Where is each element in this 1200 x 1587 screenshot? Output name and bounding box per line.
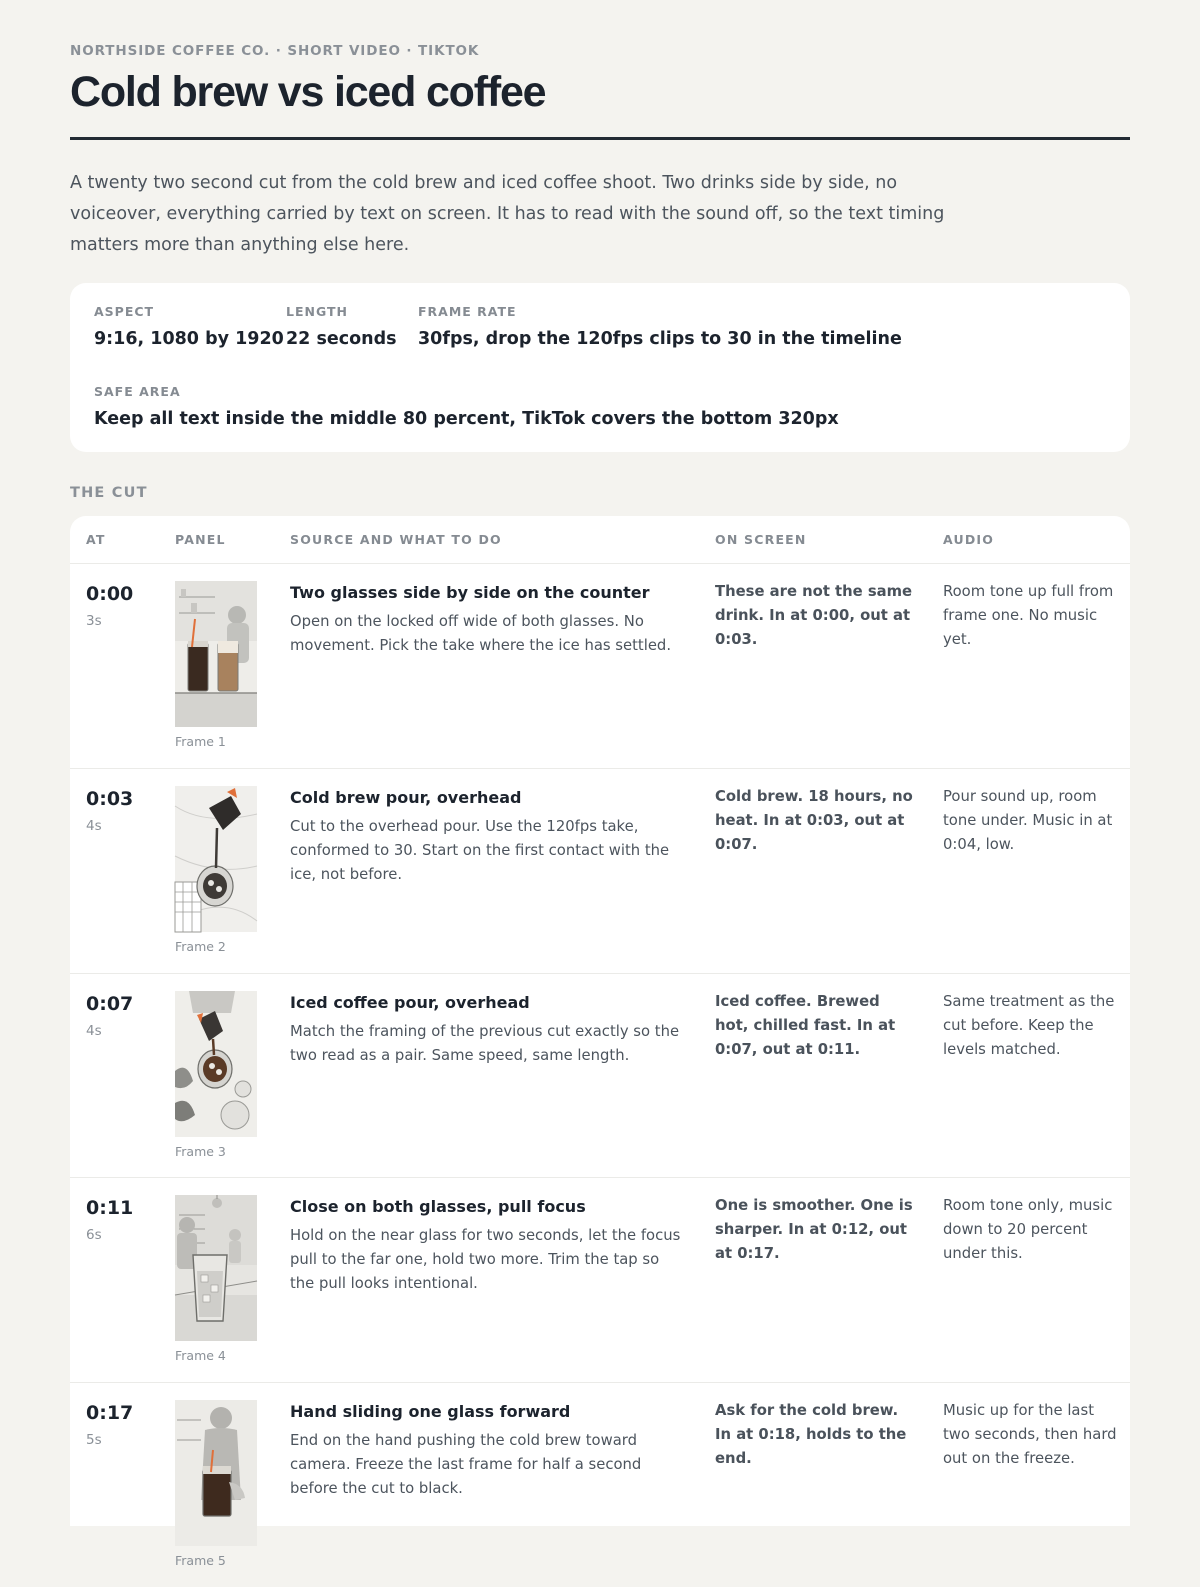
on-screen-text: Ask for the cold brew. In at 0:18, holds to the end. — [715, 1402, 907, 1468]
column-header-panel: PANEL — [175, 532, 226, 547]
on-screen-text: These are not the same drink. In at 0:00, out at 0:03. — [715, 583, 913, 649]
frame-label: Frame 2 — [175, 939, 226, 954]
spec-aspect — [94, 304, 284, 349]
spec-label: SAFE AREA — [94, 384, 181, 399]
frame-thumbnail — [175, 786, 257, 932]
frame-label: Frame 5 — [175, 1553, 226, 1568]
spec-value: 9:16, 1080 by 1920 — [94, 329, 284, 349]
frame-thumbnail — [175, 581, 257, 727]
audio-note: Room tone up full from frame one. No music yet. — [943, 583, 1114, 649]
table-row — [70, 973, 1130, 1178]
audio-note: Same treatment as the cut before. Keep the levels matched. — [943, 993, 1115, 1059]
eyebrow-label: NORTHSIDE COFFEE CO. · SHORT VIDEO · TIKTOK — [70, 43, 480, 59]
shot-description: Match the framing of the previous cut exactly so the two read as a pair. Same speed, same length. — [290, 1023, 680, 1065]
shot-title: Iced coffee pour, overhead — [290, 993, 530, 1012]
section-title: THE CUT — [70, 485, 148, 501]
frame-thumbnail — [175, 991, 257, 1137]
spec-value: 22 seconds — [286, 329, 397, 349]
frame-thumbnail — [175, 1400, 257, 1546]
table-row — [70, 768, 1130, 973]
frame-thumbnail — [175, 1195, 257, 1341]
frame-label: Frame 4 — [175, 1348, 226, 1363]
row-duration: 3s — [86, 613, 102, 629]
on-screen-text: One is smoother. One is sharper. In at 0:12, out at 0:17. — [715, 1197, 913, 1263]
row-timecode: 0:17 — [86, 1402, 134, 1424]
intro-paragraph: A twenty two second cut from the cold brew and iced coffee shoot. Two drinks side by side, no voiceover, everything carried by text on screen. It has to read with the sound off, so the text timing matters more than anything else here. — [70, 173, 945, 255]
spec-length — [286, 304, 397, 349]
row-duration: 4s — [86, 818, 102, 834]
audio-note: Pour sound up, room tone under. Music in at 0:04, low. — [943, 788, 1113, 854]
spec-label: ASPECT — [94, 304, 155, 319]
title-divider — [70, 137, 1130, 140]
spec-value: 30fps, drop the 120fps clips to 30 in the timeline — [418, 329, 902, 349]
on-screen-text: Iced coffee. Brewed hot, chilled fast. In at 0:07, out at 0:11. — [715, 993, 896, 1059]
row-duration: 6s — [86, 1227, 102, 1243]
spec-label: FRAME RATE — [418, 304, 517, 319]
column-header-on-screen: ON SCREEN — [715, 532, 807, 547]
shot-description: Cut to the overhead pour. Use the 120fps take, conformed to 30. Start on the first contact with the ice, not before. — [290, 818, 670, 884]
spec-card — [70, 283, 1130, 452]
audio-note: Music up for the last two seconds, then hard out on the freeze. — [943, 1402, 1117, 1468]
shot-title: Close on both glasses, pull focus — [290, 1197, 586, 1216]
row-duration: 4s — [86, 1023, 102, 1039]
frame-label: Frame 1 — [175, 734, 226, 749]
spec-frame-rate — [418, 304, 902, 349]
table-row — [70, 1177, 1130, 1382]
shot-description: End on the hand pushing the cold brew toward camera. Freeze the last frame for half a second before the cut to black. — [290, 1432, 642, 1498]
row-timecode: 0:03 — [86, 788, 134, 810]
row-timecode: 0:00 — [86, 583, 134, 605]
spec-label: LENGTH — [286, 304, 348, 319]
cut-table — [70, 516, 1130, 1568]
shot-description: Hold on the near glass for two seconds, let the focus pull to the far one, hold two more. Trim the tap so the pull looks intentional. — [290, 1227, 681, 1293]
table-row — [70, 563, 1130, 768]
column-header-at: AT — [86, 532, 106, 547]
shot-description: Open on the locked off wide of both glasses. No movement. Pick the take where the ice has settled. — [290, 613, 672, 655]
shot-title: Hand sliding one glass forward — [290, 1402, 571, 1421]
frame-label: Frame 3 — [175, 1144, 226, 1159]
shot-title: Two glasses side by side on the counter — [290, 583, 650, 602]
row-timecode: 0:07 — [86, 993, 134, 1015]
row-duration: 5s — [86, 1432, 102, 1448]
column-header-source: SOURCE AND WHAT TO DO — [290, 532, 502, 547]
column-header-audio: AUDIO — [943, 532, 995, 547]
audio-note: Room tone only, music down to 20 percent under this. — [943, 1197, 1113, 1263]
row-timecode: 0:11 — [86, 1197, 134, 1219]
spec-safe-area — [94, 384, 839, 429]
table-row — [70, 1382, 1130, 1587]
page-title: Cold brew vs iced coffee — [70, 68, 546, 116]
shot-title: Cold brew pour, overhead — [290, 788, 522, 807]
on-screen-text: Cold brew. 18 hours, no heat. In at 0:03, out at 0:07. — [715, 788, 913, 854]
spec-value: Keep all text inside the middle 80 percent, TikTok covers the bottom 320px — [94, 409, 839, 429]
